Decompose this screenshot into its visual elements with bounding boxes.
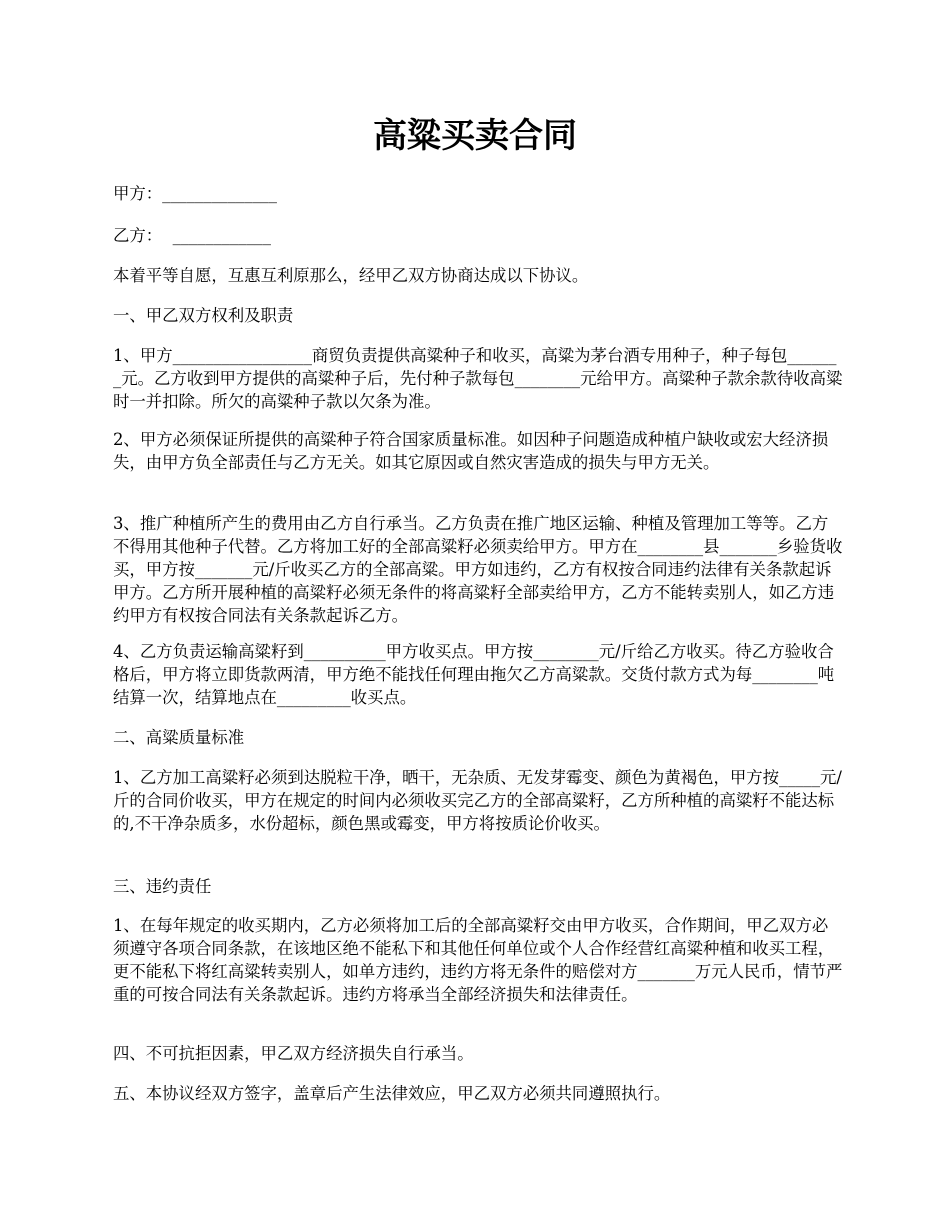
intro-paragraph: 本着平等自愿，互惠互利原那么，经甲乙双方协商达成以下协议。 <box>113 266 589 285</box>
document-title: 高粱买卖合同 <box>373 116 577 156</box>
section2-heading: 二、高粱质量标准 <box>113 728 245 747</box>
section1-item2: 2、甲方必须保证所提供的高粱种子符合国家质量标准。如因种子问题造成种植户缺收或宏大经济损失，由甲方负全部责任与乙方无关。如其它原因或自然灾害造成的损失与甲方无关。 <box>113 430 829 472</box>
section1-item3: 3、推广种植所产生的费用由乙方自行承当。乙方负责在推广地区运输、种植及管理加工等等。乙方不得用其他种子代替。乙方将加工好的全部高粱籽必须卖给甲方。甲方在________县_______乡验货收买，甲方按_______元/斤收买乙方的全部高粱。甲方如违约，乙方有权按合同违约法律有关条款起诉甲方。乙方所开展种植的高粱籽必须无条件的将高粱籽全部卖给甲方，乙方不能转卖别人，如乙方违约甲方有权按合同法有关条款起诉乙方。 <box>113 514 843 625</box>
party-b-line: 乙方： ____________ <box>113 226 271 245</box>
section3-heading: 三、违约责任 <box>113 877 212 896</box>
section2-item1: 1、乙方加工高粱籽必须到达脱粒干净，晒干，无杂质、无发芽霉变、颜色为黄褐色，甲方按_____元/斤的合同价收买，甲方在规定的时间内必须收买完乙方的全部高粱籽，乙方所种植的高粱籽不能达标的,不干净杂质多，水份超标，颜色黑或霉变，甲方将按质论价收买。 <box>113 768 842 833</box>
section1-heading: 一、甲乙双方权利及职责 <box>113 306 294 325</box>
party-a-line: 甲方：______________ <box>113 184 277 203</box>
section4-text: 四、不可抗拒因素，甲乙双方经济损失自行承当。 <box>113 1044 474 1063</box>
section5-text: 五、本协议经双方签字，盖章后产生法律效应，甲乙双方必须共同遵照执行。 <box>113 1084 671 1103</box>
section1-item1: 1、甲方_________________商贸负责提供高粱种子和收买，高粱为茅台酒专用种子，种子每包_______元。乙方收到甲方提供的高粱种子后，先付种子款每包________元给甲方。高粱种子款余款待收高粱时一并扣除。所欠的高粱种子款以欠条为准。 <box>113 346 843 411</box>
section3-item1: 1、在每年规定的收买期内，乙方必须将加工后的全部高粱籽交由甲方收买，合作期间，甲乙双方必须遵守各项合同条款，在该地区绝不能私下和其他任何单位或个人合作经营红高粱种植和收买工程，更不能私下将红高粱转卖别人，如单方违约，违约方将无条件的赔偿对方_______万元人民币，情节严重的可按合同法有关条款起诉。违约方将承当全部经济损失和法律责任。 <box>113 916 843 1004</box>
section1-item4: 4、乙方负责运输高粱籽到__________甲方收买点。甲方按________元/斤给乙方收买。待乙方验收合格后，甲方将立即货款两清，甲方绝不能找任何理由拖欠乙方高粱款。交货付款方式为每________吨结算一次，结算地点在_________收买点。 <box>113 642 835 707</box>
